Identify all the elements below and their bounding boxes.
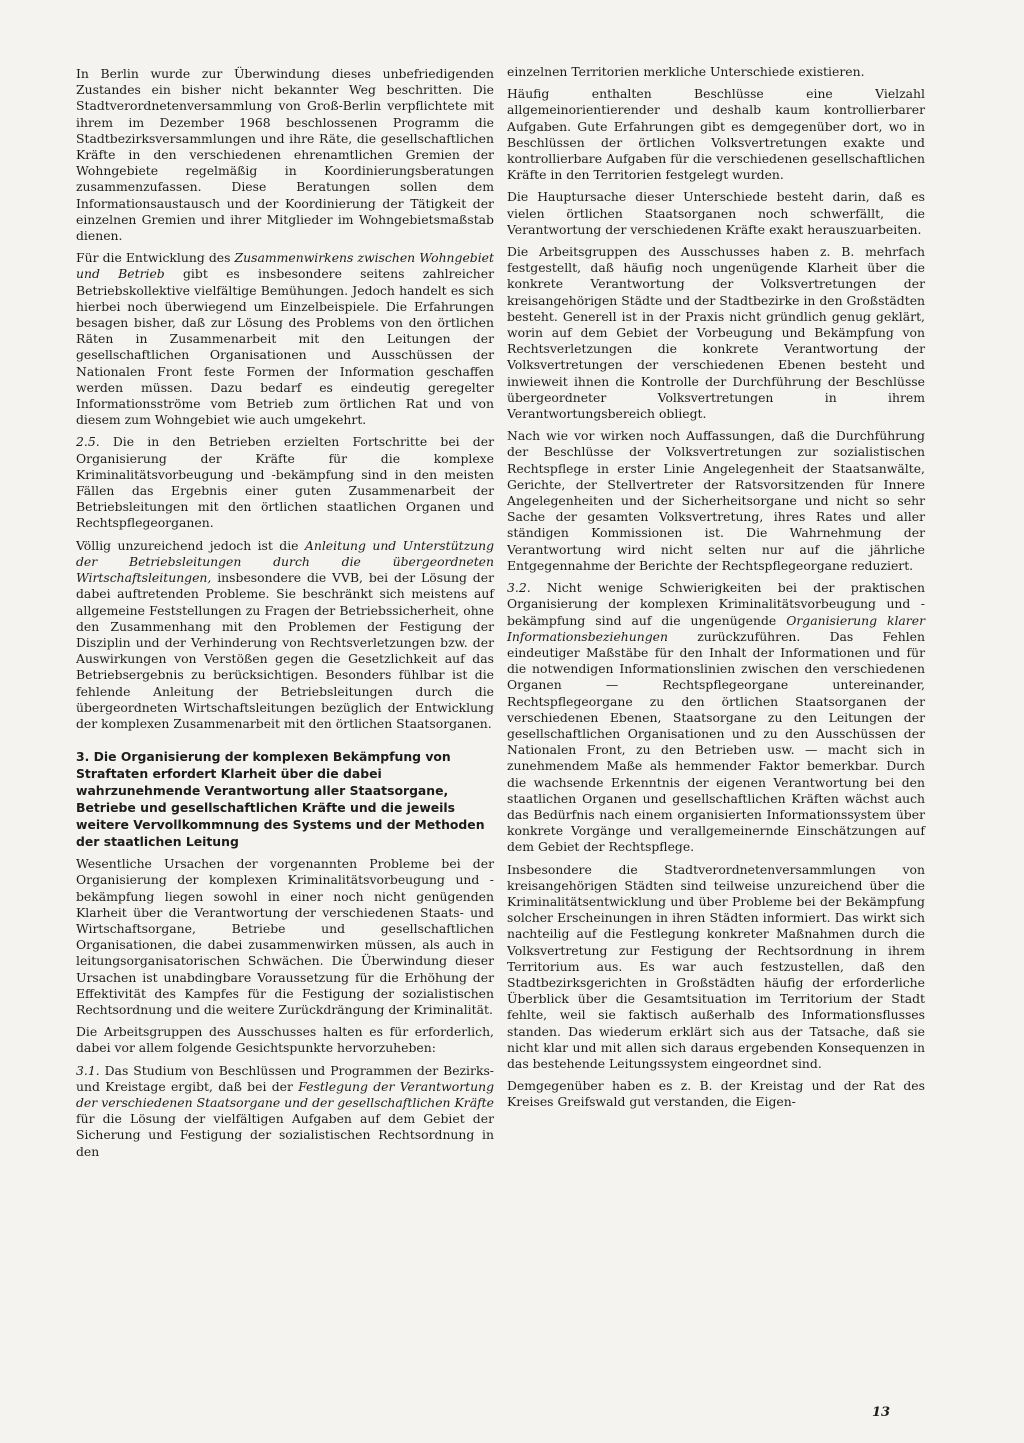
emphasis: Festlegung der Verantwortung der verschiedenen Staatsorgane und der gesellschaftlichen Kräfte — [76, 1078, 495, 1110]
text-run: gibt es insbesondere seitens zahlreicher Betriebskollektive vielfältige Bemühungen. Jedoch handelt es sich hierbei noch überwiegend um Einzelbeispiele. Die Erfahrungen besagen bisher, daß zur Lösung des Problems von den örtlichen Räten in Zusammenarbeit mit den Leitungen der gesellschaftlichen Organisationen und Ausschüssen der Nationalen Front feste Formen der Information geschaffen werden müssen. Dazu bedarf es eindeutig geregelter Informationsströme vom Betrieb zum örtlichen Rat und von diesem zum Wohngebiet wie auch umgekehrt. — [76, 266, 494, 428]
text-run: Nicht wenige Schwierigkeiten bei der praktischen Organisierung der komplexen Kriminalitätsvorbeugung und -bekämpfung sind auf die ungenügende — [507, 580, 925, 628]
section-number: 2.5. — [76, 434, 100, 450]
emphasis: Zusammenwirkens zwischen Wohngebiet und Betrieb — [76, 250, 494, 282]
text-run: Für die Entwicklung des — [76, 250, 235, 266]
paragraph — [76, 434, 494, 531]
paragraph: In Berlin wurde zur Überwindung dieses unbefriedigenden Zustandes ein bisher nicht bekannter Weg beschritten. Die Stadtverordnetenversammlung von Groß-Berlin verpflichtete mit ihrem im Dezember 1968 beschlossenen Programm die Stadtbezirksversammlungen und ihre Räte, die gesellschaftlichen Kräfte in den verschiedenen ehrenamtlichen Gremien der Wohngebiete regelmäßig in Koordinierungsberatungen zusammenzufassen. Diese Beratungen sollen dem Informationsaustausch und der Koordinierung der Tätigkeit der einzelnen Gremien und ihrer Mitglieder im Wohngebietsmaßstab dienen. — [76, 66, 494, 244]
text-run: zurückzuführen. Das Fehlen eindeutiger Maßstäbe für den Inhalt der Informationen und für die notwendigen Informationslinien zwischen den verschiedenen Organen — Rechtspflegeorgane untereinander, Rechtspflegeorgane zu den örtlichen Staatsorganen der verschiedenen Ebenen, Staatsorgane zu den Leitungen der gesellschaftlichen Organisationen und zu den Ausschüssen der Nationalen Front, zu den Betrieben usw. — macht sich in zunehmendem Maße als hemmender Faktor bemerkbar. Durch die wachsende Erkenntnis der eigenen Verantwortung bei den staatlichen Organen und gesellschaftlichen Kräften wächst auch das Bedürfnis nach einem organisierten Informationssystem über konkrete Vorgänge und verallgemeinernde Einschätzungen auf dem Gebiet der Rechtspflege. — [507, 628, 925, 855]
paragraph: Die Arbeitsgruppen des Ausschusses halten es für erforderlich, dabei vor allem folgende Gesichtspunkte hervorzuheben: — [76, 1024, 494, 1056]
text-run: für die Lösung der vielfältigen Aufgaben auf dem Gebiet der Sicherung und Festigung der sozialistischen Rechtsordnung in den — [76, 1111, 494, 1159]
paragraph: Insbesondere die Stadtverordnetenversammlungen von kreisangehörigen Städten sind teilweise unzureichend über die Kriminalitätsentwicklung und über Probleme bei der Bekämpfung solcher Erscheinungen in ihren Städten informiert. Das wirkt sich nachteilig auf die Festlegung konkreter Maßnahmen durch die Volksvertretung zur Festigung der Rechtsordnung in ihrem Territorium aus. Es war auch festzustellen, daß den Stadtbezirksgerichten in Großstädten häufig der erforderliche Überblick über die Gesamtsituation im Territorium der Stadt fehlte, weil sie faktisch außerhalb des Informationsflusses standen. Das wiederum erklärt sich aus der Tatsache, daß sie nicht klar und mit allen sich daraus ergebenden Konsequenzen in das bestehende Leitungssystem eingeordnet sind. — [507, 861, 925, 1071]
paragraph — [76, 538, 494, 732]
section-number: 3.1. — [76, 1062, 100, 1078]
paragraph — [76, 250, 494, 428]
paragraph: Wesentliche Ursachen der vorgenannten Probleme bei der Organisierung der komplexen Kriminalitätsvorbeugung und -bekämpfung liegen sowohl in einer noch nicht genügenden Klarheit über die Verantwortung der verschiedenen Staats- und Wirtschaftsorgane, Betriebe und gesellschaftlichen Organisationen, die dabei zusammenwirken müssen, als auch in leitungsorganisatorischen Schwächen. Die Überwindung dieser Ursachen ist unabdingbare Voraussetzung für die Erhöhung der Effektivität des Kampfes für die Festigung der sozialistischen Rechtsordnung und die weitere Zurückdrängung der Kriminalität. — [76, 856, 494, 1017]
text-run: Die in den Betrieben erzielten Fortschritte bei der Organisierung der Kräfte für die komplexe Kriminalitätsvorbeugung und -bekämpfung sind in den meisten Fällen das Ergebnis einer guten Zusammenarbeit der Betriebsleitungen mit den örtlichen staatlichen Organen und Rechtspflegeorganen. — [76, 434, 494, 531]
paragraph: Die Arbeitsgruppen des Ausschusses haben z. B. mehrfach festgestellt, daß häufig noch ungenügende Klarheit über die konkrete Verantwortung der Volksvertretungen der kreisangehörigen Städte und der Stadtbezirke in den Großstädten besteht. Generell ist in der Praxis nicht gründlich genug geklärt, worin auf dem Gebiet der Vorbeugung und Bekämpfung von Rechtsverletzungen die konkrete Verantwortung der Volksvertretungen der verschiedenen Ebenen besteht und inwieweit ihnen die Kontrolle der Durchführung der Beschlüsse übergeordneter Volksvertretungen in ihrem Verantwortungsbereich obliegt. — [507, 244, 926, 422]
paragraph: Häufig enthalten Beschlüsse eine Vielzahl allgemeinorientierender und deshalb kaum kontrollierbarer Aufgaben. Gute Erfahrungen gibt es demgegenüber dort, wo in Beschlüssen der örtlichen Volksvertretungen exakte und kontrollierbare Aufgaben für die verschiedenen gesellschaftlichen Kräfte in den Territorien festgelegt wurden. — [507, 86, 925, 183]
section-heading: 3. Die Organisierung der komplexen Bekämpfung von Straftaten erfordert Klarheit über die dabei wahrzunehmende Verantwortung aller Staatsorgane, Betriebe und gesellschaftlichen Kräfte und die jeweils weitere Vervollkommnung des Systems und der Methoden der staatlichen Leitung — [76, 749, 485, 850]
text-run: insbesondere die VVB, bei der Lösung der dabei auftretenden Probleme. Sie beschränkt sich meistens auf allgemeine Feststellungen zu Fragen der Betriebssicherheit, ohne den Zusammenhang mit den Problemen der Festigung der Disziplin und der Verhinderung von Rechtsverletzungen bzw. der Auswirkungen von Verstößen gegen die Gesetzlichkeit auf das Betriebsergebnis zu berücksichtigen. Besonders fühlbar ist die fehlende Anleitung der Betriebsleitungen durch die übergeordneten Wirtschaftsleitungen bezüglich der Entwicklung der komplexen Zusammenarbeit mit den örtlichen Staatsorganen. — [76, 570, 494, 731]
text-run: Das Studium von Beschlüssen und Programmen der Bezirks- und Kreistage ergibt, daß bei der — [76, 1062, 494, 1094]
left-column — [76, 66, 494, 1166]
section-number: 3.2. — [507, 580, 531, 596]
page-number: 13 — [872, 1405, 891, 1420]
emphasis: Anleitung und Unterstützung der Betriebsleitungen durch die übergeordneten Wirtschaftsleitungen, — [76, 537, 495, 586]
paragraph: Die Hauptursache dieser Unterschiede besteht darin, daß es vielen örtlichen Staatsorganen noch schwerfällt, die Verantwortung der verschiedenen Kräfte exakt herauszuarbeiten. — [507, 189, 925, 237]
text-run: Völlig unzureichend jedoch ist die — [76, 537, 305, 553]
paragraph — [507, 580, 925, 855]
paragraph: Demgegenüber haben es z. B. der Kreistag und der Rat des Kreises Greifswald gut verstanden, die Eigen- — [507, 1078, 925, 1110]
paragraph — [76, 1063, 494, 1160]
right-column — [507, 64, 925, 1117]
paragraph: einzelnen Territorien merkliche Unterschiede existieren. — [507, 64, 865, 79]
emphasis: Organisierung klarer Informationsbeziehungen — [507, 612, 925, 644]
paragraph: Nach wie vor wirken noch Auffassungen, daß die Durchführung der Beschlüsse der Volksvertretungen zur sozialistischen Rechtspflege in erster Linie Angelegenheit der Staatsanwälte, Gerichte, der Stellvertreter der Ratsvorsitzenden für Innere Angelegenheiten und der Sicherheitsorgane und nicht so sehr Sache der gesamten Volksvertretung, ihres Rates und aller ständigen Kommissionen ist. Die Wahrnehmung der Verantwortung wird nicht selten nur auf die jährliche Entgegennahme der Berichte der Rechtspflegeorgane reduziert. — [507, 428, 925, 573]
